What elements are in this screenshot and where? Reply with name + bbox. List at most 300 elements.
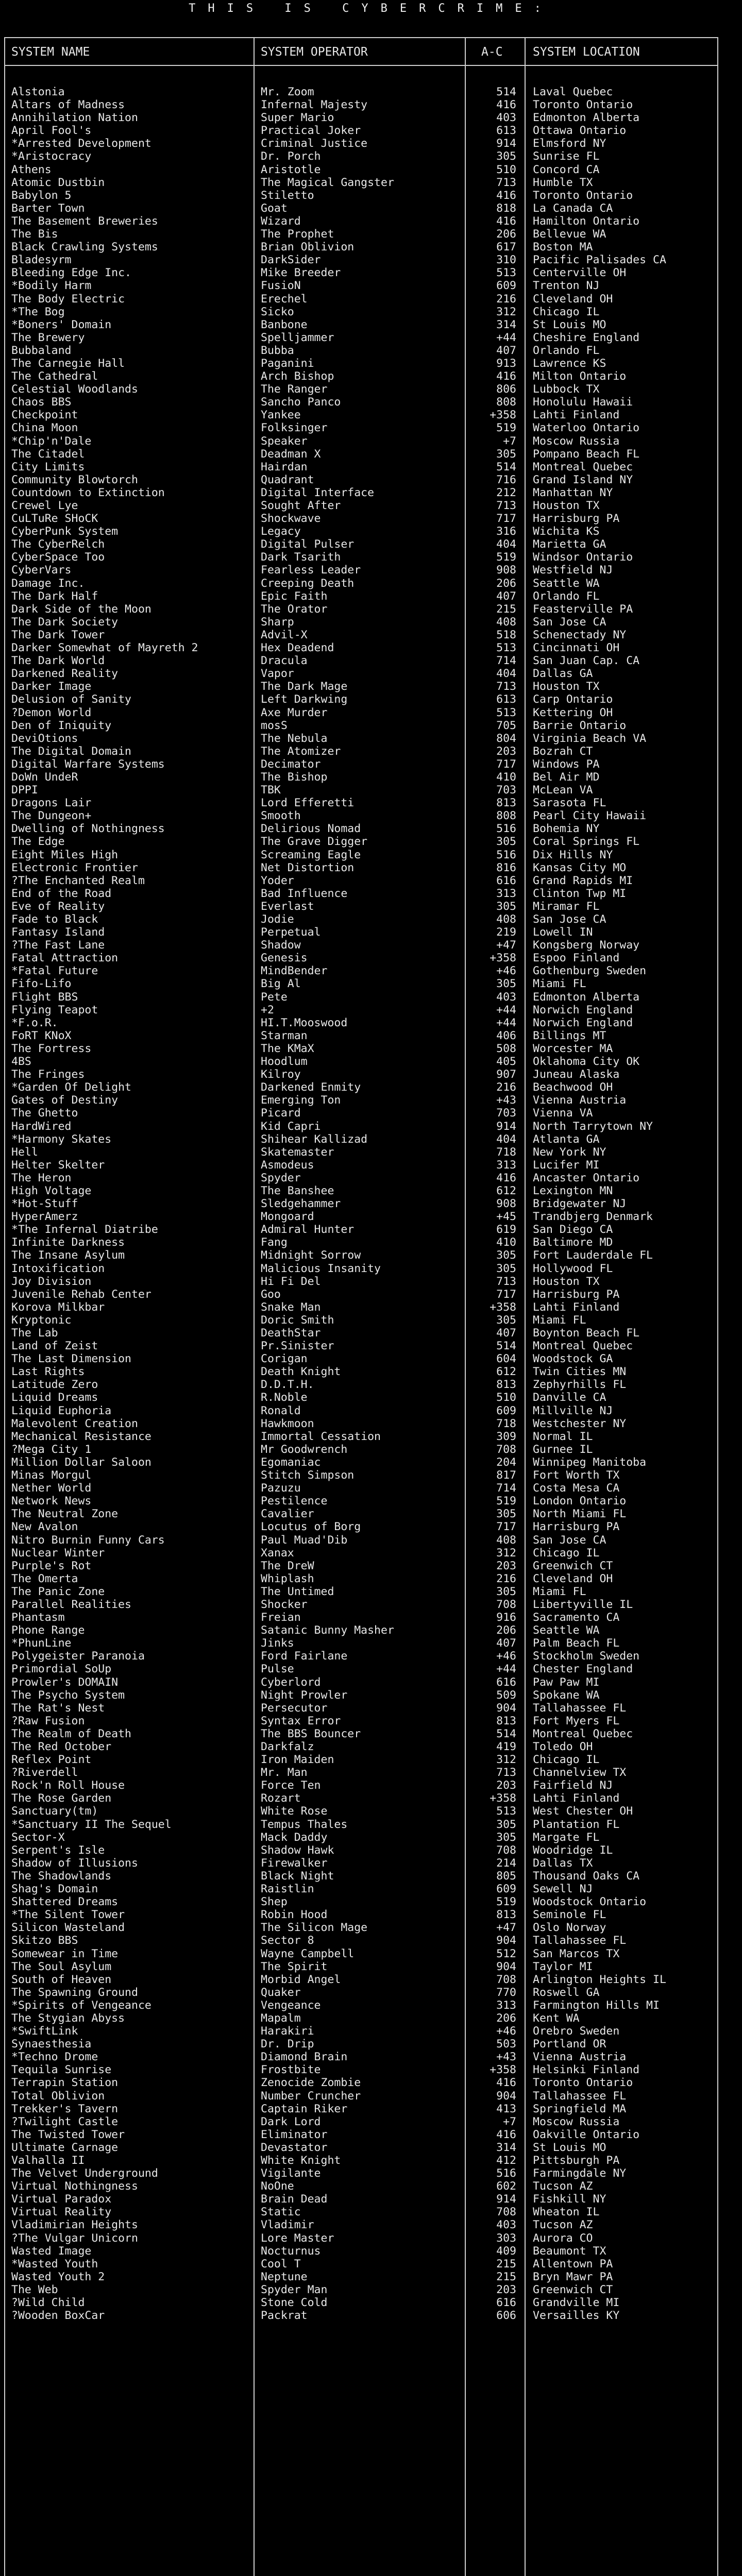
- area-code: 816: [496, 861, 516, 874]
- system-operator: The Grave Digger: [261, 835, 368, 849]
- table-row: [5, 1288, 717, 1301]
- system-operator: Midnight Sorrow: [261, 1249, 361, 1262]
- system-location: Bellevue WA: [533, 228, 606, 241]
- system-location: Aurora CO: [533, 2231, 593, 2245]
- system-name: Juvenile Rehab Center: [11, 1287, 151, 1301]
- system-name: FoRT KNoX: [11, 1029, 72, 1042]
- system-location: Tallahassee FL: [533, 1701, 627, 1715]
- system-operator: Night Prowler: [261, 1688, 348, 1702]
- table-row: [5, 1572, 717, 1585]
- system-operator: Shockwave: [261, 512, 321, 526]
- system-name: The Lab: [11, 1327, 58, 1340]
- system-name: Dragons Lair: [11, 796, 92, 810]
- table-row: [5, 512, 717, 525]
- area-code: 717: [496, 1520, 516, 1534]
- area-code: 718: [496, 1417, 516, 1430]
- system-operator: Emerging Ton: [261, 1094, 341, 1107]
- system-operator: Sought After: [261, 499, 341, 512]
- table-row: [5, 1314, 717, 1327]
- system-location: Trenton NJ: [533, 279, 600, 293]
- area-code: 305: [496, 1249, 516, 1262]
- area-code: 804: [496, 732, 516, 745]
- system-location: Humble TX: [533, 176, 593, 189]
- system-name: The Stygian Abyss: [11, 2011, 125, 2025]
- system-operator: Erechel: [261, 292, 308, 306]
- area-code: 813: [496, 796, 516, 810]
- system-location: Carp Ontario: [533, 693, 613, 706]
- system-location: Springfield MA: [533, 2102, 627, 2115]
- system-name: The CyberRelch: [11, 538, 105, 551]
- area-code: 716: [496, 473, 516, 486]
- system-location: Marietta GA: [533, 538, 606, 551]
- system-operator: Brian Oblivion: [261, 241, 355, 254]
- area-code: 616: [496, 874, 516, 887]
- table-row: [5, 253, 717, 266]
- table-row: [5, 2206, 717, 2218]
- system-operator: Paul Muad'Dib: [261, 1533, 348, 1547]
- system-operator: Pete: [261, 990, 288, 1004]
- table-row: [5, 641, 717, 654]
- system-location: Dallas GA: [533, 667, 593, 681]
- system-operator: Dr. Porch: [261, 150, 321, 163]
- system-name: Trekker's Tavern: [11, 2102, 119, 2115]
- area-code: +358: [490, 1300, 516, 1314]
- table-row: [5, 1081, 717, 1094]
- table-row: [5, 1055, 717, 1068]
- system-location: London Ontario: [533, 1495, 627, 1508]
- system-location: Vienna VA: [533, 1107, 593, 1120]
- system-name: The Twisted Tower: [11, 2128, 125, 2141]
- system-operator: Kilroy: [261, 1068, 301, 1081]
- system-name: ?Mega City 1: [11, 1443, 92, 1456]
- area-code: 215: [496, 2257, 516, 2270]
- header-system-name: SYSTEM NAME: [11, 45, 90, 59]
- area-code: 409: [496, 2244, 516, 2258]
- system-operator: Advil-X: [261, 628, 308, 641]
- system-location: Portland OR: [533, 2038, 606, 2051]
- table-row: [5, 2103, 717, 2115]
- area-code: 616: [496, 1675, 516, 1689]
- system-name: *Boners' Domain: [11, 318, 112, 331]
- system-operator: Perpetual: [261, 926, 321, 939]
- table-row: [5, 1973, 717, 1986]
- system-operator: +2: [261, 1003, 274, 1016]
- table-row: [5, 1456, 717, 1469]
- system-operator: Dr. Drip: [261, 2038, 314, 2051]
- system-location: Miami FL: [533, 1313, 586, 1327]
- area-code: 416: [496, 2076, 516, 2090]
- table-row: [5, 667, 717, 680]
- system-location: Oklahoma City OK: [533, 1055, 640, 1069]
- system-name: Korova Milkbar: [11, 1300, 105, 1314]
- system-operator: Mr. Man: [261, 1766, 308, 1780]
- system-operator: Stiletto: [261, 189, 314, 202]
- system-name: Primordial SoUp: [11, 1663, 112, 1676]
- system-location: Tucson AZ: [533, 2180, 593, 2193]
- system-operator: Whiplash: [261, 1572, 314, 1585]
- system-location: San Juan Cap. CA: [533, 654, 640, 668]
- system-operator: The BBS Bouncer: [261, 1727, 361, 1740]
- system-name: Phantasm: [11, 1611, 65, 1624]
- area-code: 713: [496, 1766, 516, 1780]
- area-code: +358: [490, 952, 516, 965]
- system-location: Pittsburgh PA: [533, 2154, 620, 2167]
- system-operator: Pulse: [261, 1663, 294, 1676]
- system-operator: Jodie: [261, 913, 294, 926]
- system-operator: FusioN: [261, 279, 301, 293]
- table-row: [5, 784, 717, 796]
- system-location: Espoo Finland: [533, 952, 620, 965]
- system-location: Baltimore MD: [533, 1236, 613, 1249]
- system-location: Kent WA: [533, 2011, 580, 2025]
- system-location: Lucifer MI: [533, 1158, 600, 1172]
- area-code: +47: [496, 1921, 516, 1935]
- area-code: 908: [496, 1197, 516, 1211]
- system-operator: White Knight: [261, 2154, 341, 2167]
- area-code: +43: [496, 2050, 516, 2064]
- system-operator: MindBender: [261, 964, 328, 978]
- area-code: 713: [496, 499, 516, 512]
- system-location: Windsor Ontario: [533, 551, 633, 564]
- area-code: 519: [496, 421, 516, 435]
- system-name: The Edge: [11, 835, 65, 849]
- area-code: 313: [496, 887, 516, 900]
- table-row: [5, 1495, 717, 1507]
- system-operator: Epic Faith: [261, 589, 328, 603]
- area-code: +44: [496, 1003, 516, 1016]
- table-row: [5, 2180, 717, 2193]
- area-code: 503: [496, 2038, 516, 2051]
- table-row: [5, 1378, 717, 1391]
- table-row: [5, 150, 717, 163]
- table-row: [5, 1482, 717, 1495]
- area-code: 215: [496, 2270, 516, 2283]
- system-operator: The Banshee: [261, 1184, 334, 1197]
- system-operator: Jinks: [261, 1637, 294, 1650]
- system-location: Houston TX: [533, 680, 600, 693]
- system-name: *Aristocracy: [11, 150, 92, 163]
- system-name: Liquid Euphoria: [11, 1404, 112, 1417]
- area-code: 519: [496, 1895, 516, 1909]
- system-name: The Basement Breweries: [11, 214, 158, 228]
- area-code: 305: [496, 447, 516, 461]
- table-row: [5, 1921, 717, 1934]
- system-operator: Mr. Zoom: [261, 86, 314, 98]
- system-name: Virtual Reality: [11, 2206, 112, 2219]
- area-code: 404: [496, 667, 516, 681]
- system-operator: Satanic Bunny Masher: [261, 1624, 394, 1637]
- table-row: [5, 849, 717, 861]
- system-name: The Brewery: [11, 331, 85, 344]
- system-name: *SwiftLink: [11, 2025, 78, 2038]
- table-row: [5, 215, 717, 228]
- area-code: 312: [496, 305, 516, 318]
- system-name: South of Heaven: [11, 1973, 112, 1986]
- system-location: Kongsberg Norway: [533, 939, 640, 952]
- table-row: [5, 1430, 717, 1443]
- system-name: Digital Warfare Systems: [11, 757, 165, 771]
- table-row: [5, 1146, 717, 1159]
- system-operator: Everlast: [261, 900, 314, 913]
- system-location: Seattle WA: [533, 577, 600, 590]
- table-row: [5, 1727, 717, 1740]
- system-location: Grandville MI: [533, 2296, 620, 2310]
- table-row: [5, 590, 717, 603]
- system-name: The Soul Asylum: [11, 1960, 112, 1973]
- system-location: Schenectady NY: [533, 628, 627, 641]
- system-operator: Egomaniac: [261, 1455, 321, 1469]
- area-code: 513: [496, 706, 516, 719]
- system-operator: Spelljammer: [261, 331, 334, 344]
- area-code: 405: [496, 1055, 516, 1069]
- system-name: Dark Side of the Moon: [11, 602, 151, 616]
- system-name: Annihilation Nation: [11, 111, 138, 125]
- system-name: Reflex Point: [11, 1753, 92, 1767]
- system-name: The Bis: [11, 228, 58, 241]
- area-code: +43: [496, 1094, 516, 1107]
- system-location: Bryn Mawr PA: [533, 2270, 613, 2283]
- table-row: [5, 461, 717, 473]
- table-row: [5, 1029, 717, 1042]
- area-code: 713: [496, 176, 516, 189]
- area-code: 206: [496, 2011, 516, 2025]
- system-operator: Big Al: [261, 977, 301, 991]
- area-code: 717: [496, 757, 516, 771]
- table-row: [5, 421, 717, 434]
- area-code: 914: [496, 2193, 516, 2206]
- area-code: 416: [496, 98, 516, 112]
- area-code: 914: [496, 1120, 516, 1133]
- table-row: [5, 2128, 717, 2141]
- area-code: 770: [496, 1986, 516, 1999]
- system-location: Fairfield NJ: [533, 1779, 613, 1792]
- table-row: [5, 654, 717, 667]
- system-location: Lexington MN: [533, 1184, 613, 1197]
- system-name: Bladesyrm: [11, 253, 72, 267]
- system-operator: Cyberlord: [261, 1675, 321, 1689]
- system-name: Phone Range: [11, 1624, 85, 1637]
- table-row: [5, 719, 717, 732]
- area-code: +44: [496, 1663, 516, 1676]
- table-row: [5, 1805, 717, 1818]
- area-code: 407: [496, 1637, 516, 1650]
- area-code: 407: [496, 1327, 516, 1340]
- system-operator: Shep: [261, 1895, 288, 1909]
- area-code: 206: [496, 577, 516, 590]
- table-row: [5, 1120, 717, 1133]
- system-location: Harrisburg PA: [533, 512, 620, 526]
- system-location: Norwich England: [533, 1016, 633, 1029]
- system-name: The Neutral Zone: [11, 1507, 119, 1521]
- system-operator: The KMaX: [261, 1042, 314, 1055]
- system-location: Tallahassee FL: [533, 2089, 627, 2103]
- system-name: DPPI: [11, 784, 38, 797]
- area-code: +44: [496, 1016, 516, 1029]
- system-location: Toronto Ontario: [533, 189, 633, 202]
- table-row: [5, 1094, 717, 1107]
- system-location: Allentown PA: [533, 2257, 613, 2270]
- system-location: Bohemia NY: [533, 822, 600, 836]
- table-row: [5, 1275, 717, 1288]
- area-code: 408: [496, 615, 516, 629]
- system-name: Million Dollar Saloon: [11, 1455, 151, 1469]
- area-code: 203: [496, 1779, 516, 1792]
- system-name: Network News: [11, 1495, 92, 1508]
- system-operator: Brain Dead: [261, 2193, 328, 2206]
- system-name: Altars of Madness: [11, 98, 125, 112]
- system-operator: Robin Hood: [261, 1908, 328, 1922]
- system-name: ?Twilight Castle: [11, 2115, 119, 2128]
- system-name: Somewear in Time: [11, 1947, 119, 1960]
- table-row: [5, 1210, 717, 1223]
- table-row: [5, 2050, 717, 2063]
- system-operator: Spyder Man: [261, 2283, 328, 2296]
- table-row: [5, 266, 717, 279]
- system-location: Lawrence KS: [533, 357, 606, 370]
- system-operator: Practical Joker: [261, 124, 361, 138]
- system-location: Danville CA: [533, 1391, 606, 1404]
- table-row: [5, 98, 717, 111]
- system-location: Cincinnati OH: [533, 641, 620, 655]
- system-location: Ancaster Ontario: [533, 1171, 640, 1184]
- system-operator: Diamond Brain: [261, 2050, 348, 2064]
- system-name: Total Oblivion: [11, 2089, 105, 2103]
- system-operator: The Magical Gangster: [261, 176, 394, 189]
- system-location: Laval Quebec: [533, 86, 613, 98]
- area-code: 216: [496, 292, 516, 306]
- area-code: 907: [496, 1068, 516, 1081]
- system-name: Tequila Sunrise: [11, 2063, 112, 2077]
- area-code: 617: [496, 241, 516, 254]
- table-row: [5, 693, 717, 706]
- system-location: Wheaton IL: [533, 2206, 600, 2219]
- system-location: Plantation FL: [533, 1818, 620, 1831]
- system-operator: Ronald: [261, 1404, 301, 1417]
- system-name: Bleeding Edge Inc.: [11, 266, 131, 280]
- table-row: [5, 137, 717, 150]
- system-location: St Louis MO: [533, 2141, 606, 2154]
- system-operator: Firewalker: [261, 1856, 328, 1870]
- system-location: Woodridge IL: [533, 1843, 613, 1857]
- system-operator: Ford Fairlane: [261, 1650, 348, 1663]
- area-code: 510: [496, 1391, 516, 1404]
- table-row: [5, 1133, 717, 1146]
- table-row: [5, 1223, 717, 1236]
- system-name: Fade to Black: [11, 913, 98, 926]
- system-name: The Citadel: [11, 447, 85, 461]
- area-code: 403: [496, 111, 516, 125]
- table-row: [5, 1792, 717, 1805]
- area-code: 616: [496, 2296, 516, 2310]
- system-name: Shag's Domain: [11, 1883, 98, 1896]
- system-operator: Legacy: [261, 525, 301, 538]
- system-name: The Ghetto: [11, 1107, 78, 1120]
- system-name: Terrapin Station: [11, 2076, 119, 2090]
- system-name: The Dark World: [11, 654, 105, 668]
- table-row: [5, 1960, 717, 1973]
- system-name: Shattered Dreams: [11, 1895, 119, 1909]
- table-row: [5, 1908, 717, 1921]
- area-code: 612: [496, 1184, 516, 1197]
- area-code: 316: [496, 525, 516, 538]
- system-operator: Static: [261, 2206, 301, 2219]
- table-row: [5, 745, 717, 758]
- table-row: [5, 2193, 717, 2206]
- system-operator: Syntax Error: [261, 1714, 341, 1727]
- system-location: Fort Worth TX: [533, 1469, 620, 1482]
- table-row: [5, 1986, 717, 1999]
- system-operator: Banbone: [261, 318, 308, 331]
- system-location: Chicago IL: [533, 305, 600, 318]
- system-operator: Bad Influence: [261, 887, 348, 900]
- area-code: 510: [496, 163, 516, 176]
- system-operator: Darkfalz: [261, 1740, 314, 1753]
- system-operator: Hairdan: [261, 460, 308, 473]
- area-code: 708: [496, 2206, 516, 2219]
- system-location: Gothenburg Sweden: [533, 964, 647, 978]
- system-operator: Quadrant: [261, 473, 314, 486]
- system-location: Lahti Finland: [533, 409, 620, 422]
- system-location: Cleveland OH: [533, 292, 613, 306]
- system-operator: Sancho Panco: [261, 396, 341, 409]
- table-row: [5, 2296, 717, 2309]
- area-code: 513: [496, 1805, 516, 1818]
- table-row: [5, 1352, 717, 1365]
- system-name: Kryptonic: [11, 1313, 72, 1327]
- table-row: [5, 732, 717, 745]
- system-location: North Miami FL: [533, 1507, 627, 1521]
- system-location: Ottawa Ontario: [533, 124, 627, 138]
- area-code: 708: [496, 1598, 516, 1611]
- system-location: Orlando FL: [533, 589, 600, 603]
- system-name: Joy Division: [11, 1275, 92, 1288]
- system-operator: Immortal Cessation: [261, 1430, 381, 1443]
- system-name: The Shadowlands: [11, 1869, 112, 1883]
- table-row: [5, 2012, 717, 2025]
- system-location: Wichita KS: [533, 525, 600, 538]
- system-name: ?Wild Child: [11, 2296, 85, 2310]
- table-row: [5, 629, 717, 641]
- system-operator: Locutus of Borg: [261, 1520, 361, 1534]
- system-operator: mosS: [261, 719, 288, 732]
- system-operator: Shadow: [261, 939, 301, 952]
- table-row: [5, 2270, 717, 2283]
- system-name: Crewel Lye: [11, 499, 78, 512]
- system-operator: Vladimir: [261, 2218, 314, 2232]
- table-row: [5, 577, 717, 590]
- system-name: Sector-X: [11, 1831, 65, 1844]
- system-name: Atomic Dustbin: [11, 176, 105, 189]
- system-name: Delusion of Sanity: [11, 693, 131, 706]
- system-name: Valhalla II: [11, 2154, 85, 2167]
- system-name: Polygeister Paranoia: [11, 1650, 145, 1663]
- system-operator: Stone Cold: [261, 2296, 328, 2310]
- table-row: [5, 926, 717, 939]
- system-operator: Captain Riker: [261, 2102, 348, 2115]
- system-operator: Dark Tsarith: [261, 551, 341, 564]
- area-code: 403: [496, 2218, 516, 2232]
- system-operator: Doric Smith: [261, 1313, 334, 1327]
- system-operator: The Spirit: [261, 1960, 328, 1973]
- table-row: [5, 2232, 717, 2245]
- system-name: The Insane Asylum: [11, 1249, 125, 1262]
- system-operator: Shihear Kallizad: [261, 1132, 368, 1146]
- system-operator: Lore Master: [261, 2231, 334, 2245]
- table-row: [5, 874, 717, 887]
- system-name: ?Riverdell: [11, 1766, 78, 1780]
- system-operator: Kid Capri: [261, 1120, 321, 1133]
- system-location: McLean VA: [533, 784, 593, 797]
